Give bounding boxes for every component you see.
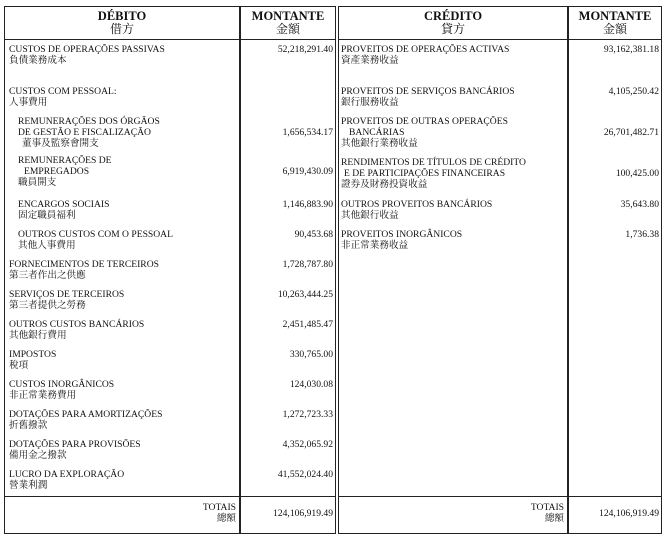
credit-title: CRÉDITO: [423, 9, 483, 23]
debit-row-other-bank-costs: OUTROS CUSTOS BANCÁRIOS 其他銀行費用: [9, 319, 145, 341]
debit-row-inorganic-costs: CUSTOS INORGÂNICOS 非正常業務費用: [9, 379, 115, 401]
credit-totals-label: TOTAIS 總額: [530, 502, 564, 524]
credit-amount-bank-services: 4,105,250.42: [608, 86, 659, 97]
debit-totals-label: TOTAIS 總額: [202, 502, 236, 524]
debit-amount-column: [240, 6, 336, 534]
debit-amount-provisions: 4,352,065.92: [282, 439, 333, 450]
credit-amount-inorganic-income: 1,736.38: [625, 229, 659, 240]
debit-row-employee-remuneration: REMUNERAÇÕES DE EMPREGADOS 職員開支: [18, 155, 112, 188]
credit-header: [338, 10, 568, 36]
debit-amount-header: [240, 10, 336, 36]
debit-row-provisions: DOTAÇÕES PARA PROVISÕES 備用金之撥款: [9, 439, 141, 461]
debit-row-other-personnel: OUTROS CUSTOS COM O PESSOAL 其他人事費用: [18, 229, 173, 251]
credit-row-inorganic-income: PROVEITOS INORGÂNICOS 非正常業務收益: [341, 229, 463, 251]
debit-amount-social-charges: 1,146,883.90: [282, 199, 333, 210]
credit-row-other-bank-ops: PROVEITOS DE OUTRAS OPERAÇÕES BANCÁRIAS 其他銀行業務收益: [341, 116, 508, 149]
debit-row-third-party-services: SERVIÇOS DE TERCEIROS 第三者提供之勞務: [9, 289, 125, 311]
debit-amount-operating-profit: 41,552,024.40: [277, 469, 333, 480]
debit-amount-other-bank-costs: 2,451,485.47: [282, 319, 333, 330]
credit-amount-other-bank-ops: 26,701,482.71: [603, 127, 659, 138]
credit-amount-securities-income: 100,425.00: [615, 168, 659, 179]
debit-row-amortizations: DOTAÇÕES PARA AMORTIZAÇÕES 折舊撥款: [9, 409, 163, 431]
credit-amount-active-ops: 93,162,381.18: [603, 44, 659, 55]
debit-totals-amount: 124,106,919.49: [273, 508, 333, 519]
credit-totals-amount: 124,106,919.49: [599, 508, 659, 519]
debit-amount-employee-remuneration: 6,919,430.09: [282, 166, 333, 177]
credit-amount-other-bank-income: 35,643.80: [620, 199, 659, 210]
debit-amount-taxes: 330,765.00: [289, 349, 333, 360]
debit-row-social-charges: ENCARGOS SOCIAIS 固定職員福利: [18, 199, 110, 221]
debit-amount-third-party-services: 10,263,444.25: [277, 289, 333, 300]
debit-row-taxes: IMPOSTOS 稅項: [9, 349, 57, 371]
debit-row-third-party-supplies: FORNECIMENTOS DE TERCEIROS 第三者作出之供應: [9, 259, 159, 281]
debit-title-zh: 借方: [109, 22, 134, 36]
credit-amount-title: MONTANTE: [578, 9, 652, 23]
debit-row-board-remuneration: REMUNERAÇÕES DOS ÓRGÃOS DE GESTÃO E FISCALIZAÇÃO 董事及監察會開支: [18, 116, 160, 149]
debit-row-passive-ops: CUSTOS DE OPERAÇÕES PASSIVAS 負債業務成本: [9, 44, 165, 66]
debit-header: [4, 10, 240, 36]
credit-amount-header: [568, 10, 662, 36]
debit-row-personnel: CUSTOS COM PESSOAL: 人事費用: [9, 86, 117, 108]
credit-row-active-ops: PROVEITOS DE OPERAÇÕES ACTIVAS 資產業務收益: [341, 44, 510, 66]
debit-amount-passive-ops: 52,218,291.40: [277, 44, 333, 55]
credit-title-zh: 貸方: [440, 22, 465, 36]
debit-amount-amortizations: 1,272,723.33: [282, 409, 333, 420]
debit-amount-title: MONTANTE: [251, 9, 325, 23]
debit-amount-inorganic-costs: 124,030.08: [289, 379, 333, 390]
credit-row-bank-services: PROVEITOS DE SERVIÇOS BANCÁRIOS 銀行服務收益: [341, 86, 515, 108]
debit-amount-other-personnel: 90,453.68: [294, 229, 333, 240]
debit-amount-board-remuneration: 1,656,534.17: [282, 127, 333, 138]
debit-title: DÉBITO: [97, 9, 147, 23]
profit-loss-statement: [4, 6, 662, 534]
debit-amount-third-party-supplies: 1,728,787.80: [282, 259, 333, 270]
credit-row-securities-income: RENDIMENTOS DE TÍTULOS DE CRÉDITO E DE PARTICIPAÇÕES FINANCEIRAS 證券及財務投資收益: [341, 157, 526, 190]
credit-amount-title-zh: 金額: [602, 22, 627, 36]
debit-amount-title-zh: 金額: [275, 22, 300, 36]
debit-row-operating-profit: LUCRO DA EXPLORAÇÃO 營業利潤: [9, 469, 125, 491]
credit-row-other-bank-income: OUTROS PROVEITOS BANCÁRIOS 其他銀行收益: [341, 199, 493, 221]
